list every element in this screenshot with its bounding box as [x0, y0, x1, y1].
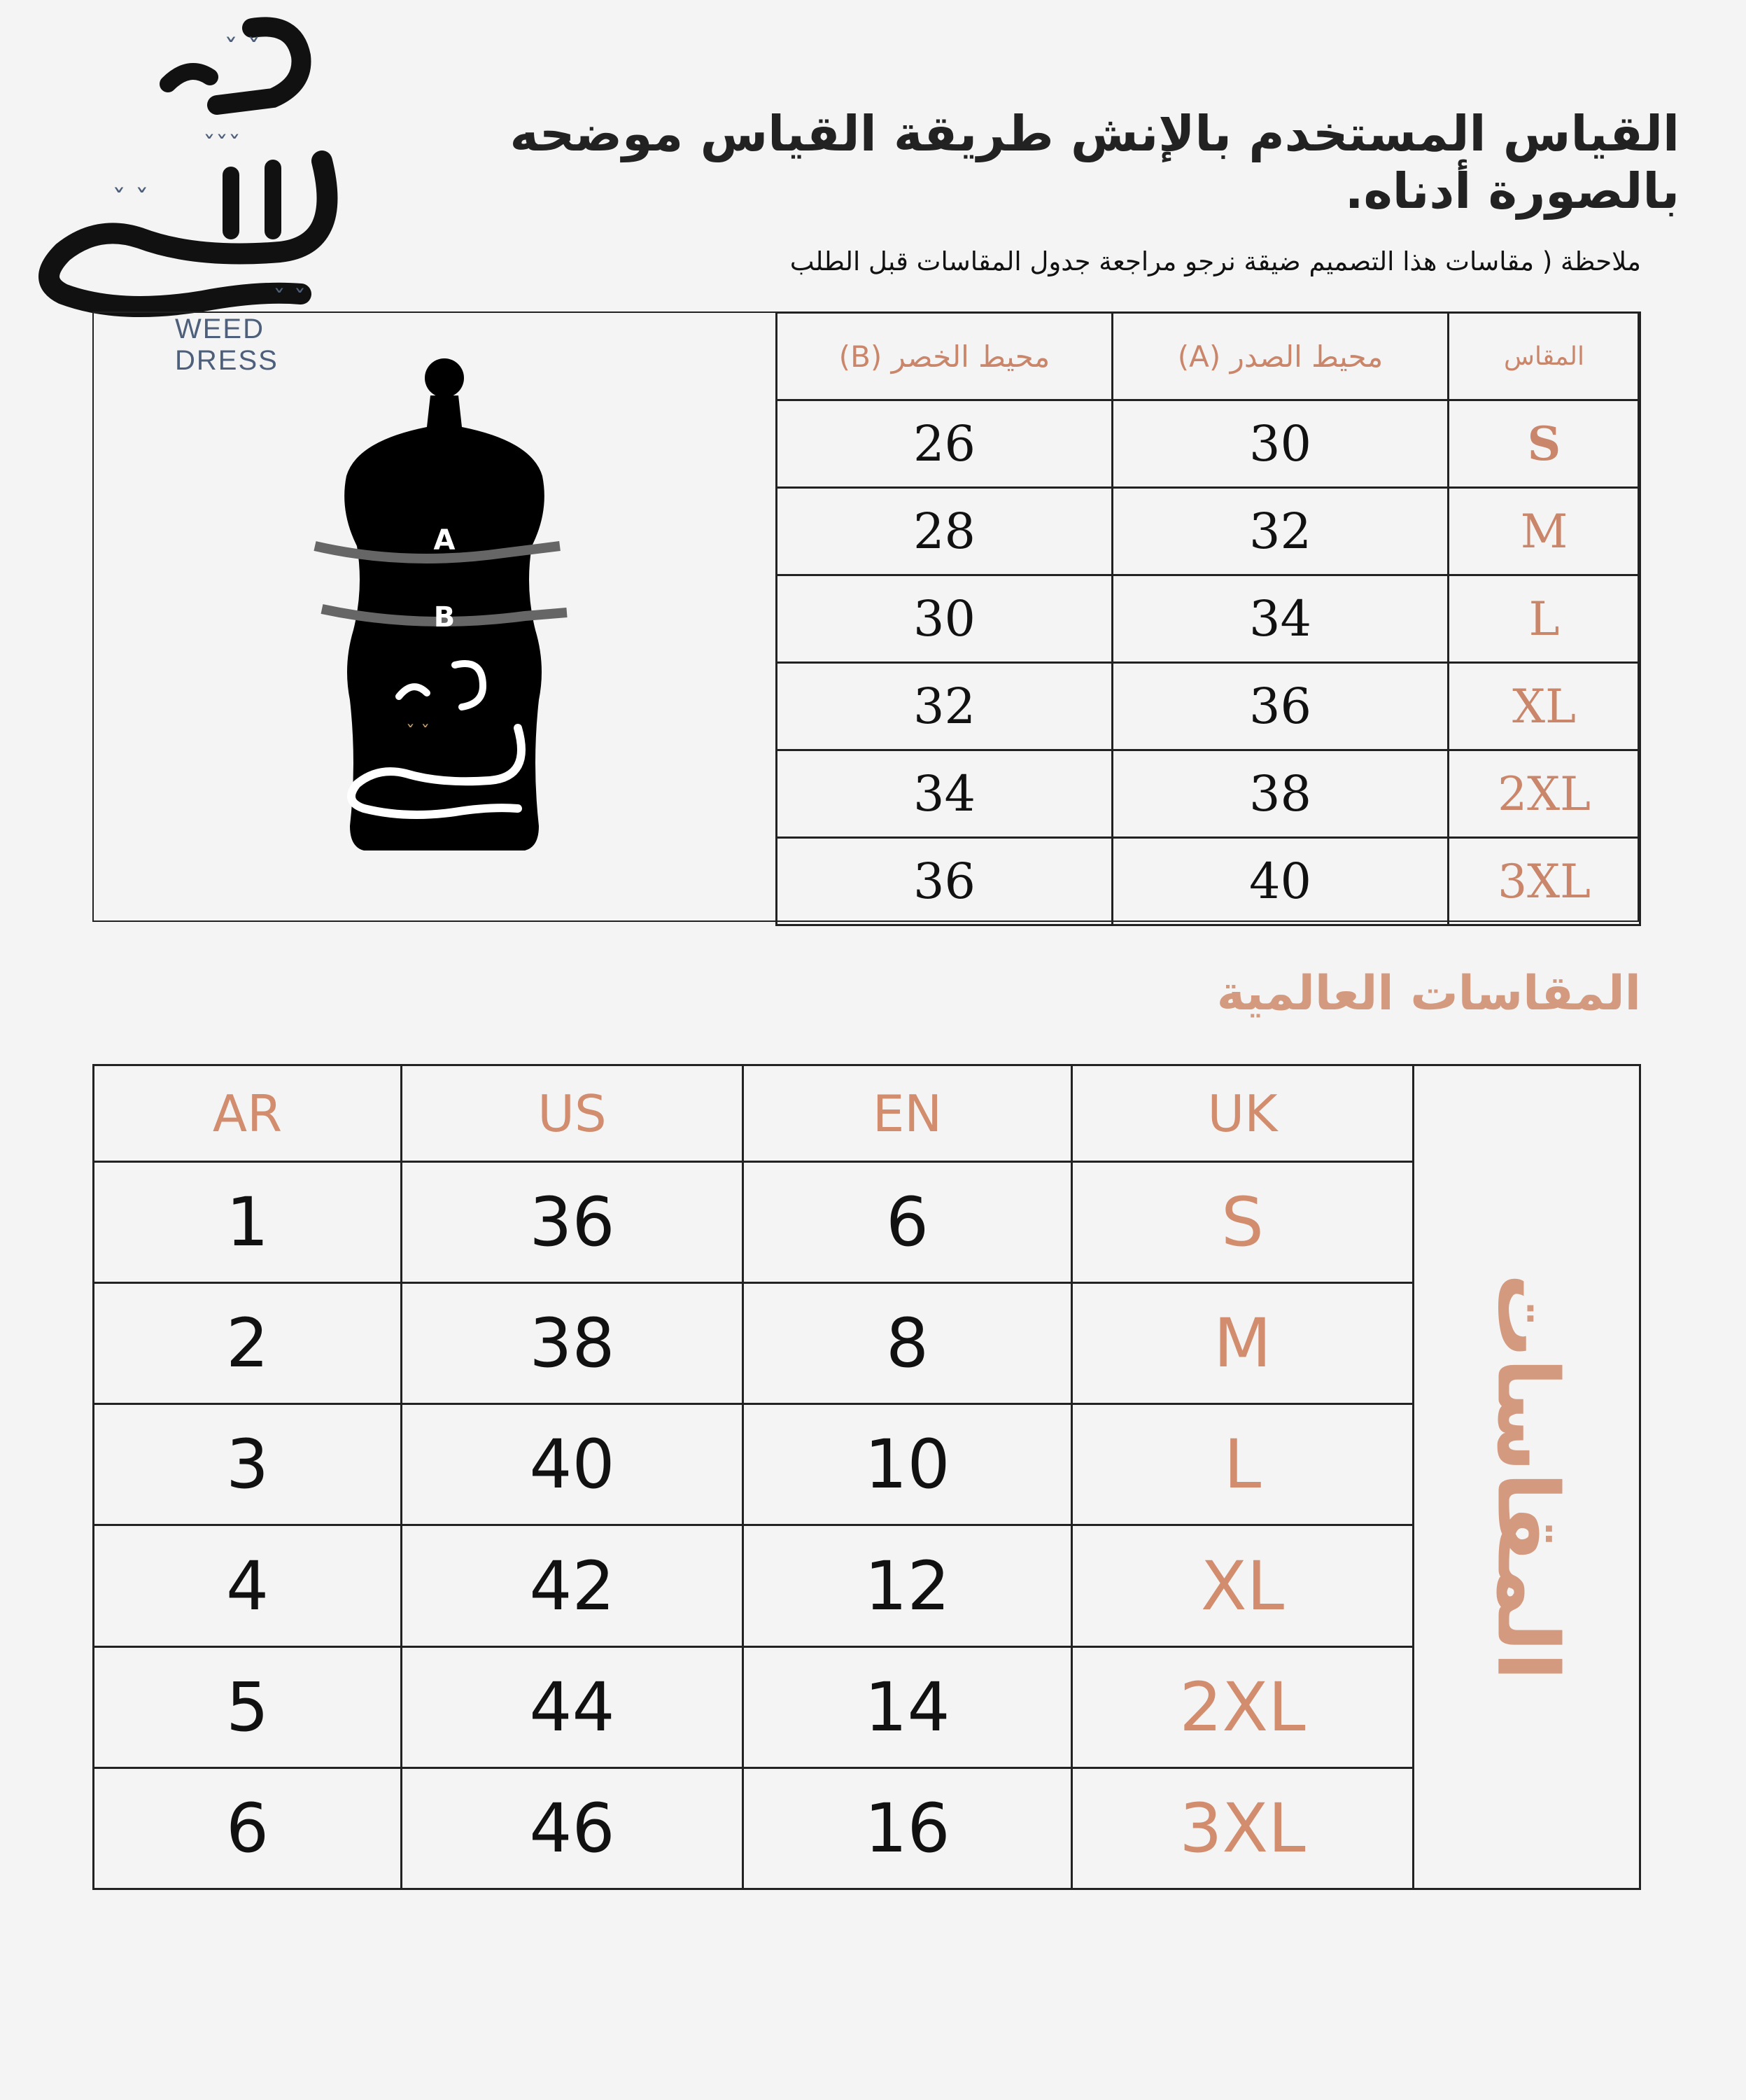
bust-cell: 30 [1113, 400, 1449, 488]
bust-cell: 32 [1113, 488, 1449, 575]
table-row [94, 1162, 1640, 1283]
us-cell: 42 [402, 1525, 743, 1646]
table-row [777, 838, 1640, 925]
us-cell: 38 [402, 1283, 743, 1404]
table-row [94, 1404, 1640, 1525]
uk-cell: M [1072, 1283, 1414, 1404]
us-cell: 36 [402, 1162, 743, 1283]
ar-header: AR [94, 1065, 402, 1162]
table-row [94, 1768, 1640, 1889]
intl-header-row [94, 1065, 1640, 1162]
sizes-side-label: المقاسات [1478, 1273, 1575, 1681]
uk-header: UK [1072, 1065, 1414, 1162]
waist-cell: 34 [777, 750, 1113, 838]
table-row [777, 663, 1640, 750]
svg-text:ˇ ˇ: ˇ ˇ [273, 286, 307, 314]
mannequin-label-b: B [433, 601, 456, 634]
en-cell: 6 [743, 1162, 1072, 1283]
bust-header: محيط الصدر (A) [1113, 313, 1449, 400]
en-cell: 10 [743, 1404, 1072, 1525]
note-text: ملاحظة ( مقاسات هذا التصميم ضيقة نرجو مراجعة جدول المقاسات قبل الطلب [789, 246, 1641, 276]
international-sizes-title: المقاسات العالمية [1216, 966, 1641, 1021]
uk-cell: S [1072, 1162, 1414, 1283]
svg-text:ˇ ˇ: ˇ ˇ [406, 722, 430, 743]
table-row [94, 1283, 1640, 1404]
ar-cell: 4 [94, 1525, 402, 1646]
ar-cell: 1 [94, 1162, 402, 1283]
size-cell: S [1449, 400, 1640, 488]
ar-cell: 2 [94, 1283, 402, 1404]
international-sizes-table [92, 1064, 1641, 1890]
table-row [777, 488, 1640, 575]
svg-text:ˇ ˇ: ˇ ˇ [112, 185, 149, 217]
brand-logo [21, 0, 371, 364]
us-cell: 40 [402, 1404, 743, 1525]
page-title: القياس المستخدم بالإنش طريقة القياس موضحه بالصورة أدناه. [509, 105, 1680, 220]
size-cell: 2XL [1449, 750, 1640, 838]
logo-caption: WEED DRESS [175, 314, 279, 376]
en-cell: 16 [743, 1768, 1072, 1889]
us-cell: 46 [402, 1768, 743, 1889]
en-cell: 8 [743, 1283, 1072, 1404]
bust-cell: 36 [1113, 663, 1449, 750]
waist-cell: 28 [777, 488, 1113, 575]
mannequin-illustration [196, 336, 686, 882]
size-cell: 3XL [1449, 838, 1640, 925]
table-row [94, 1646, 1640, 1768]
en-header: EN [743, 1065, 1072, 1162]
uk-cell: L [1072, 1404, 1414, 1525]
mannequin-label-a: A [433, 524, 456, 556]
table-row [777, 575, 1640, 663]
waist-cell: 36 [777, 838, 1113, 925]
svg-text:ˇˇˇ: ˇˇˇ [203, 132, 241, 160]
us-header: US [402, 1065, 743, 1162]
waist-cell: 30 [777, 575, 1113, 663]
table-row [94, 1525, 1640, 1646]
table-row [777, 400, 1640, 488]
bust-cell: 40 [1113, 838, 1449, 925]
us-cell: 44 [402, 1646, 743, 1768]
bust-cell: 38 [1113, 750, 1449, 838]
size-header: المقاس [1449, 313, 1640, 400]
table-row [777, 750, 1640, 838]
waist-header: محيط الخصر (B) [777, 313, 1113, 400]
size-cell: M [1449, 488, 1640, 575]
measurement-table [775, 312, 1641, 926]
uk-cell: XL [1072, 1525, 1414, 1646]
waist-cell: 26 [777, 400, 1113, 488]
sizes-side-cell [1414, 1065, 1640, 1889]
svg-text:ˇ ˇ: ˇ ˇ [224, 34, 261, 66]
ar-cell: 5 [94, 1646, 402, 1768]
measurement-header-row [777, 313, 1640, 400]
size-cell: L [1449, 575, 1640, 663]
en-cell: 12 [743, 1525, 1072, 1646]
bust-cell: 34 [1113, 575, 1449, 663]
uk-cell: 2XL [1072, 1646, 1414, 1768]
ar-cell: 6 [94, 1768, 402, 1889]
uk-cell: 3XL [1072, 1768, 1414, 1889]
size-cell: XL [1449, 663, 1640, 750]
en-cell: 14 [743, 1646, 1072, 1768]
ar-cell: 3 [94, 1404, 402, 1525]
waist-cell: 32 [777, 663, 1113, 750]
